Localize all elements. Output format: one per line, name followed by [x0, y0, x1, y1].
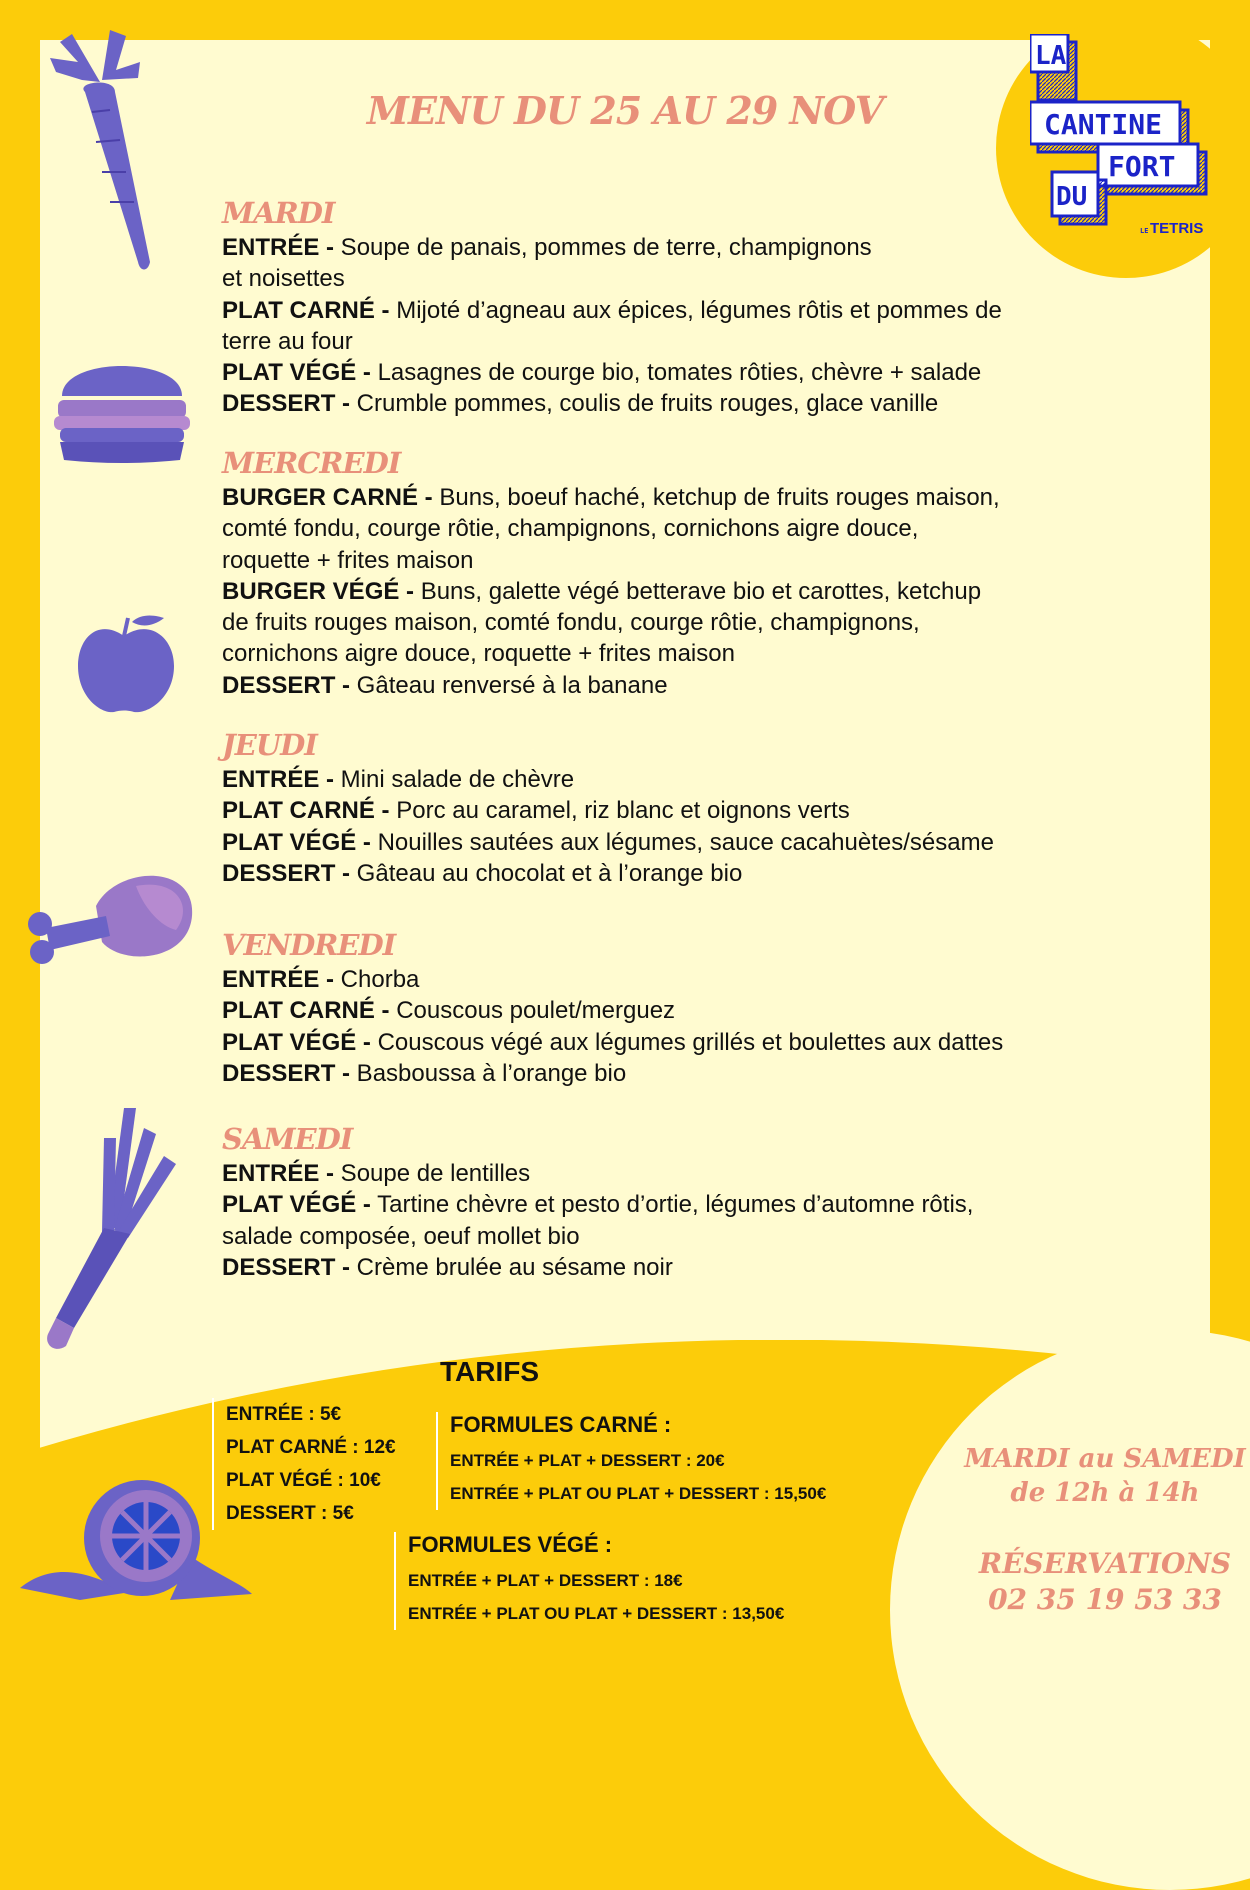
opening-days: MARDI au SAMEDI: [964, 1444, 1246, 1474]
opening-time: de 12h à 14h: [1010, 1478, 1200, 1508]
price-item: PLAT CARNÉ : 12€: [226, 1437, 396, 1458]
menu-line: DESSERT - Crème brulée au sésame noir: [222, 1253, 673, 1281]
formula-line: ENTRÉE + PLAT OU PLAT + DESSERT : 13,50€: [408, 1604, 785, 1623]
day-mardi: [222, 196, 1122, 420]
formula-line: ENTRÉE + PLAT + DESSERT : 18€: [408, 1571, 683, 1590]
day-mercredi: [222, 446, 1122, 701]
menu-line: salade composée, oeuf mollet bio: [222, 1222, 580, 1250]
menu-line: PLAT VÉGÉ - Nouilles sautées aux légumes, sauce cacahuètes/sésame: [222, 828, 994, 856]
day-jeudi: [222, 728, 1122, 889]
menu-line: ENTRÉE - Mini salade de chèvre: [222, 766, 575, 793]
menu-line: DESSERT - Gâteau au chocolat et à l’orange bio: [222, 859, 743, 887]
price-item: DESSERT : 5€: [226, 1503, 354, 1524]
menu-line: PLAT VÉGÉ - Tartine chèvre et pesto d’ortie, légumes d’automne rôtis,: [222, 1191, 974, 1219]
price-item: ENTRÉE : 5€: [226, 1404, 342, 1425]
menu-line: PLAT VÉGÉ - Couscous végé aux légumes grillés et boulettes aux dattes: [222, 1028, 1004, 1056]
menu-line: PLAT CARNÉ - Porc au caramel, riz blanc et oignons verts: [222, 797, 850, 825]
svg-text:DU: DU: [1056, 182, 1088, 212]
menu-line: cornichons aigre douce, roquette + frites maison: [222, 640, 735, 668]
chicken-leg-icon: [26, 866, 196, 972]
tarifs-title: TARIFS: [440, 1356, 540, 1387]
day-samedi: [222, 1122, 1122, 1283]
menu-line: terre au four: [222, 327, 353, 355]
menu-line: PLAT CARNÉ - Couscous poulet/merguez: [222, 997, 676, 1025]
day-title: MARDI: [222, 196, 335, 230]
menu-line: ENTRÉE - Soupe de panais, pommes de terre, champignons: [222, 234, 872, 261]
formula-line: ENTRÉE + PLAT + DESSERT : 20€: [450, 1451, 725, 1470]
reservations: [960, 1546, 1250, 1618]
menu-line: DESSERT - Gâteau renversé à la banane: [222, 671, 668, 699]
menu-line: comté fondu, courge rôtie, champignons, cornichons aigre douce,: [222, 515, 919, 543]
menu-line: BURGER VÉGÉ - Buns, galette végé betterave bio et carottes, ketchup: [222, 577, 982, 605]
day-title: SAMEDI: [222, 1122, 353, 1156]
menu-line: de fruits rouges maison, comté fondu, courge rôtie, champignons,: [222, 609, 920, 637]
svg-text:FORT: FORT: [1108, 150, 1176, 183]
price-item: PLAT VÉGÉ : 10€: [226, 1470, 381, 1491]
reservations-phone[interactable]: 02 35 19 53 33: [988, 1583, 1222, 1616]
svg-text:TETRIS: TETRIS: [1150, 220, 1204, 237]
day-vendredi: [222, 928, 1122, 1089]
burger-icon: [54, 356, 190, 464]
menu-line: ENTRÉE - Soupe de lentilles: [222, 1160, 531, 1187]
price-list: [212, 1398, 396, 1530]
svg-text:LA: LA: [1035, 41, 1067, 71]
apple-icon: [78, 612, 174, 714]
menu-line: et noisettes: [222, 265, 345, 293]
menu-line: ENTRÉE - Chorba: [222, 966, 420, 993]
svg-text:CANTINE: CANTINE: [1044, 108, 1163, 141]
menu-line: roquette + frites maison: [222, 546, 474, 574]
menu-line: PLAT CARNÉ - Mijoté d’agneau aux épices, légumes rôtis et pommes de: [222, 296, 1002, 324]
day-title: JEUDI: [222, 728, 317, 762]
carrot-icon: [30, 22, 160, 272]
menu-line: BURGER CARNÉ - Buns, boeuf haché, ketchup de fruits rouges maison,: [222, 484, 1000, 511]
menu-title: MENU DU 25 AU 29 NOV: [366, 88, 884, 133]
formula-heading: FORMULES CARNÉ :: [450, 1412, 672, 1437]
leek-icon: [44, 1108, 180, 1352]
menu-line: DESSERT - Basboussa à l’orange bio: [222, 1059, 627, 1087]
day-title: VENDREDI: [222, 928, 396, 962]
day-title: MERCREDI: [222, 446, 401, 480]
menu-line: DESSERT - Crumble pommes, coulis de fruits rouges, glace vanille: [222, 390, 939, 418]
reservations-label: RÉSERVATIONS: [978, 1547, 1232, 1580]
menu-line: PLAT VÉGÉ - Lasagnes de courge bio, tomates rôties, chèvre + salade: [222, 359, 982, 387]
formules-vege: [394, 1532, 784, 1630]
formula-line: ENTRÉE + PLAT OU PLAT + DESSERT : 15,50€: [450, 1484, 827, 1503]
formula-heading: FORMULES VÉGÉ :: [408, 1532, 613, 1557]
formules-carne: [436, 1412, 826, 1510]
opening-hours: [960, 1442, 1250, 1510]
svg-text:LE: LE: [1140, 227, 1149, 235]
